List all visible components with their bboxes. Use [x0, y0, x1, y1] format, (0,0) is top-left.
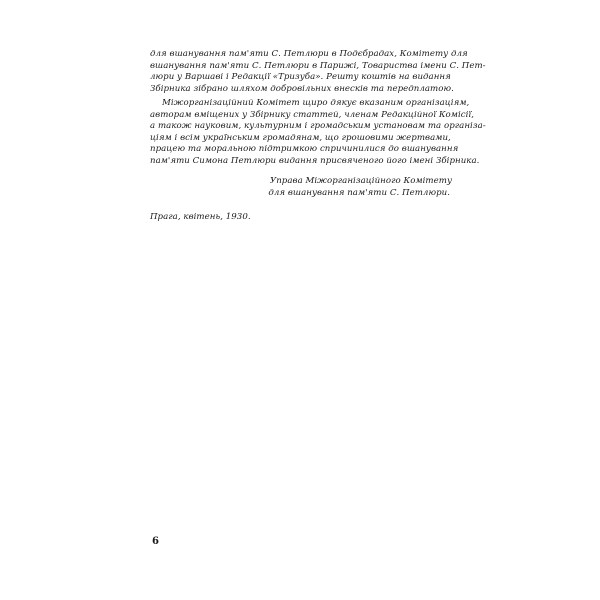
signature-block: [150, 176, 452, 199]
signature-line: для вшанування пам'яти С. Петлюри.: [268, 187, 450, 198]
text-line: для вшанування пам'яти С. Петлюри в Подєбрадах, Комітету для: [150, 49, 468, 59]
paragraph-funding: [150, 49, 486, 95]
text-line: Міжорганізаційний Комітет щиро дякує вказаним організаціям,: [162, 98, 470, 108]
text-line: Збірника зібрано шляхом добровільних внесків та передплатою.: [150, 83, 454, 94]
text-line: працею та моральною підтримкою спричинилися до вшанування: [150, 144, 459, 154]
signature-line: Управа Міжорганізаційного Комітету: [269, 176, 452, 186]
text-line: люри у Варшаві і Редакції «Тризуба». Решту коштів на видання: [150, 72, 451, 82]
page-number: 6: [152, 536, 159, 547]
paragraph-acknowledgement: [150, 98, 486, 167]
text-line: вшанування пам'яти С. Петлюри в Парижі, Товариства імени С. Пет-: [150, 60, 486, 71]
text-line: пам'яти Симона Петлюри видання присвяченого його імені Збірника.: [150, 155, 480, 166]
dateline-text: Прага, квітень, 1930.: [150, 212, 251, 222]
place-date-line: [150, 212, 450, 224]
text-line: а також науковим, культурним і громадським установам та організа-: [150, 121, 486, 131]
text-line: авторам вміщених у Збірнику статтей, членам Редакційної Комісії,: [150, 109, 474, 120]
text-line: ціям і всім українським громадянам, що грошовими жертвами,: [150, 132, 451, 143]
